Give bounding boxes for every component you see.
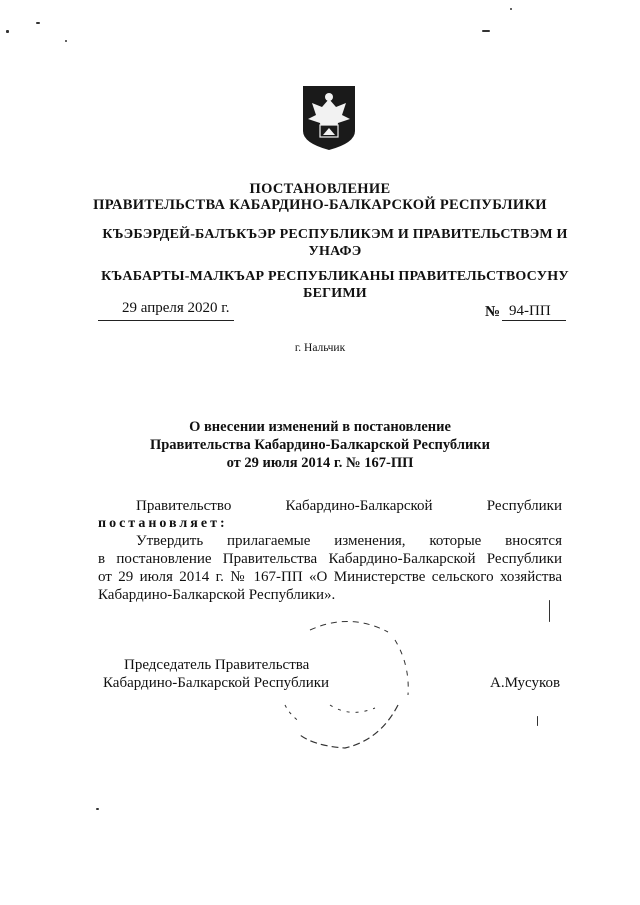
body-line-4: Кабардино-Балкарской Республики».: [98, 587, 336, 603]
document-title-line-2: Правительства Кабардино-Балкарской Республики: [149, 437, 491, 453]
signer-position-1: Председатель Правительства: [124, 657, 310, 673]
scan-speck: [65, 40, 67, 42]
intro-word-2: Кабардино-Балкарской: [285, 498, 433, 514]
signer-position-2: Кабардино-Балкарской Республики: [103, 675, 330, 691]
scan-speck: [36, 22, 40, 24]
scan-speck: [510, 8, 512, 10]
number-sign: №: [485, 304, 501, 320]
balkar-title: КЪАБАРТЫ-МАЛКЪАР РЕСПУБЛИКАНЫ ПРАВИТЕЛЬСТВОСУНУ БЕГИМИ: [101, 269, 569, 301]
government-title: ПРАВИТЕЛЬСТВА КАБАРДИНО-БАЛКАРСКОЙ РЕСПУБЛИКИ: [93, 197, 547, 213]
body-line-2: в постановление Правительства Кабардино-Балкарской Республики: [98, 551, 562, 567]
scan-speck: [482, 30, 490, 32]
document-title-line-1: О внесении изменений в постановление: [189, 419, 451, 435]
intro-word-1: Правительство: [136, 498, 232, 514]
date-underline: [98, 320, 234, 321]
number-underline: [502, 320, 566, 321]
document-title: [0, 418, 640, 472]
coat-of-arms-emblem: [302, 85, 356, 151]
scan-speck: [6, 30, 9, 33]
body-line-1: Утвердить прилагаемые изменения, которые вносятся: [136, 533, 562, 549]
scan-speck: [537, 716, 538, 726]
intro-word-3: Республики: [486, 498, 562, 514]
decree-date: 29 апреля 2020 г.: [122, 300, 230, 316]
body-line-3: от 29 июля 2014 г. № 167-ПП «О Министерстве сельского хозяйства: [98, 569, 562, 585]
scan-speck: [96, 808, 99, 810]
document-title-line-3: от 29 июля 2014 г. № 167-ПП: [226, 455, 414, 471]
intro-line: [98, 498, 562, 515]
decree-title: ПОСТАНОВЛЕНИЕ: [249, 181, 391, 197]
signer-name: А.Мусуков: [490, 675, 561, 691]
city: г. Нальчик: [294, 342, 346, 354]
scan-speck: [549, 600, 550, 622]
kabardian-title: КЪЭБЭРДЕЙ-БАЛЪКЪЭР РЕСПУБЛИКЭМ И ПРАВИТЕЛЬСТВЭМ И УНАФЭ: [102, 227, 568, 259]
decree-word: постановляет:: [98, 516, 228, 531]
decree-number: 94-ПП: [509, 303, 551, 319]
